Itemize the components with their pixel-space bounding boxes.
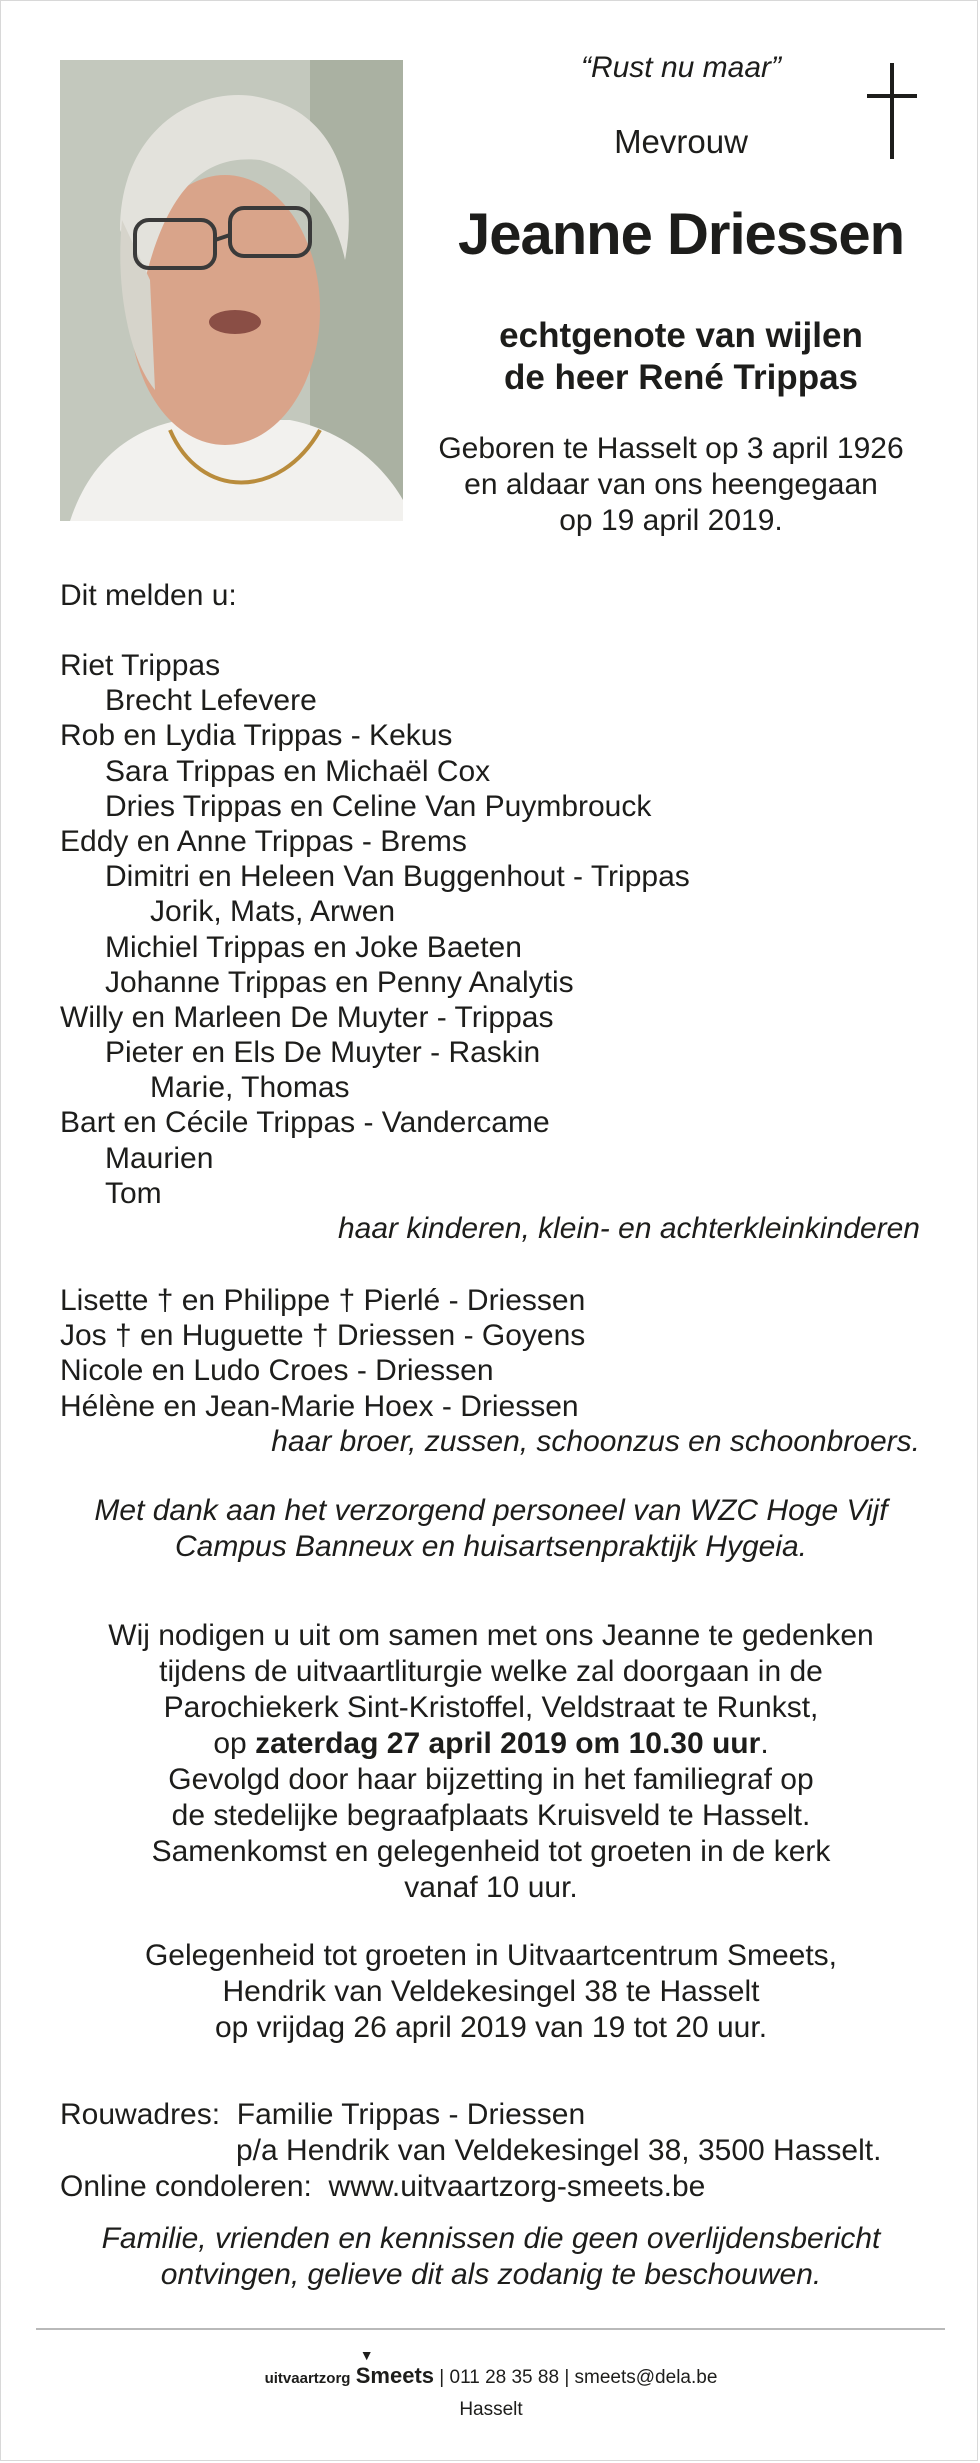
funeral-date: zaterdag 27 april 2019 om 10.30 uur	[255, 1727, 761, 1760]
notice-line: ontvingen, gelieve dit als zodanig te beschouwen.	[160, 2258, 822, 2291]
footer-city: Hasselt	[459, 2399, 523, 2420]
funeral-info	[61, 1618, 921, 1906]
born-line: en aldaar van ons heengegaan	[464, 468, 878, 501]
list-item: Jorik, Mats, Arwen	[150, 895, 396, 929]
list-item: Lisette † en Philippe † Pierlé - Driessen	[60, 1284, 586, 1317]
notice-line: Familie, vrienden en kennissen die geen overlijdensbericht	[101, 2222, 881, 2255]
thanks-text	[61, 1493, 921, 1565]
list-item: Jos † en Huguette † Driessen - Goyens	[60, 1319, 586, 1353]
list-item: Eddy en Anne Trippas - Brems	[60, 824, 467, 858]
mourning-address	[60, 2097, 940, 2205]
spouse-line: de heer René Trippas	[503, 358, 859, 397]
motto: “Rust nu maar”	[580, 51, 782, 84]
list-item: Sara Trippas en Michaël Cox	[105, 754, 491, 788]
triangle-icon: ▼	[359, 2347, 374, 2363]
funeral-line: Parochiekerk Sint-Kristoffel, Veldstraat te Runkst,	[163, 1691, 819, 1724]
visitation-info	[61, 1938, 921, 2046]
spouse-line: echtgenote van wijlen	[499, 316, 863, 355]
siblings-list	[60, 1283, 920, 1459]
spouse-info	[431, 315, 931, 399]
list-item: Pieter en Els De Muyter - Raskin	[105, 1036, 541, 1070]
children-list	[60, 648, 920, 1246]
contact-info: | 011 28 35 88 | smeets@dela.be	[439, 2367, 718, 2388]
salutation: Mevrouw	[614, 123, 748, 160]
cross-icon	[867, 63, 917, 168]
visit-line: op vrijdag 26 april 2019 van 19 tot 20 uur.	[214, 2011, 768, 2044]
portrait-photo	[60, 60, 403, 521]
list-item: Maurien	[105, 1141, 214, 1175]
funeral-line: tijdens de uitvaartliturgie welke zal doorgaan in de	[159, 1655, 823, 1688]
funeral-line: Wij nodigen u uit om samen met ons Jeanne te gedenken	[108, 1619, 874, 1652]
footer	[1, 2347, 980, 2420]
notice-text	[61, 2221, 921, 2293]
funeral-line: de stedelijke begraafplaats Kruisveld te Hasselt.	[171, 1799, 811, 1832]
funeral-line: vanaf 10 uur.	[404, 1871, 578, 1904]
funeral-date-line	[61, 1726, 921, 1762]
divider	[36, 2328, 945, 2330]
list-item: Rob en Lydia Trippas - Kekus	[60, 719, 453, 753]
visit-line: Hendrik van Veldekesingel 38 te Hasselt	[222, 1975, 760, 2008]
born-line: Geboren te Hasselt op 3 april 1926	[438, 432, 904, 465]
list-item: Dimitri en Heleen Van Buggenhout - Trippas	[105, 860, 690, 894]
funeral-line: Gevolgd door haar bijzetting in het familiegraf op	[168, 1763, 814, 1796]
funeral-date-suffix: .	[760, 1727, 769, 1760]
address-line: Familie Trippas - Driessen	[236, 2098, 586, 2131]
brand-prefix: uitvaartzorg	[264, 2370, 351, 2387]
list-item: Dries Trippas en Celine Van Puymbrouck	[105, 789, 652, 823]
siblings-caption: haar broer, zussen, schoonzus en schoonbroers.	[271, 1424, 920, 1458]
address-line: p/a Hendrik van Veldekesingel 38, 3500 Hasselt.	[236, 2134, 882, 2167]
list-item: Bart en Cécile Trippas - Vandercame	[60, 1106, 550, 1140]
address-label: Rouwadres:	[60, 2098, 221, 2131]
address-row	[60, 2097, 940, 2133]
brand-name	[355, 2347, 435, 2388]
funeral-date-prefix: op	[213, 1727, 256, 1760]
condolence-link[interactable]: www.uitvaartzorg-smeets.be	[328, 2170, 706, 2203]
brand-text: Smeets	[355, 2363, 435, 2388]
born-line: op 19 april 2019.	[559, 504, 783, 537]
birth-death-info	[401, 431, 941, 539]
children-caption: haar kinderen, klein- en achterkleinkinderen	[337, 1212, 920, 1245]
list-item: Brecht Lefevere	[105, 684, 317, 718]
thanks-line: Campus Banneux en huisartsenpraktijk Hygeia.	[174, 1530, 807, 1563]
thanks-line: Met dank aan het verzorgend personeel van WZC Hoge Vijf	[94, 1494, 888, 1527]
condolence-label: Online condoleren:	[60, 2170, 312, 2203]
visit-line: Gelegenheid tot groeten in Uitvaartcentrum Smeets,	[144, 1939, 838, 1972]
list-item: Willy en Marleen De Muyter - Trippas	[60, 1000, 554, 1034]
deceased-name: Jeanne Driessen	[457, 202, 905, 267]
list-item: Michiel Trippas en Joke Baeten	[105, 930, 522, 964]
list-item: Hélène en Jean-Marie Hoex - Driessen	[60, 1389, 579, 1423]
list-item: Nicole en Ludo Croes - Driessen	[60, 1354, 494, 1388]
list-item: Riet Trippas	[60, 649, 221, 682]
list-item: Tom	[105, 1176, 162, 1210]
announce-text: Dit melden u:	[60, 579, 237, 612]
funeral-line: Samenkomst en gelegenheid tot groeten in de kerk	[151, 1835, 831, 1868]
condolence-row	[60, 2169, 940, 2205]
list-item: Marie, Thomas	[150, 1071, 350, 1105]
list-item: Johanne Trippas en Penny Analytis	[105, 965, 574, 999]
